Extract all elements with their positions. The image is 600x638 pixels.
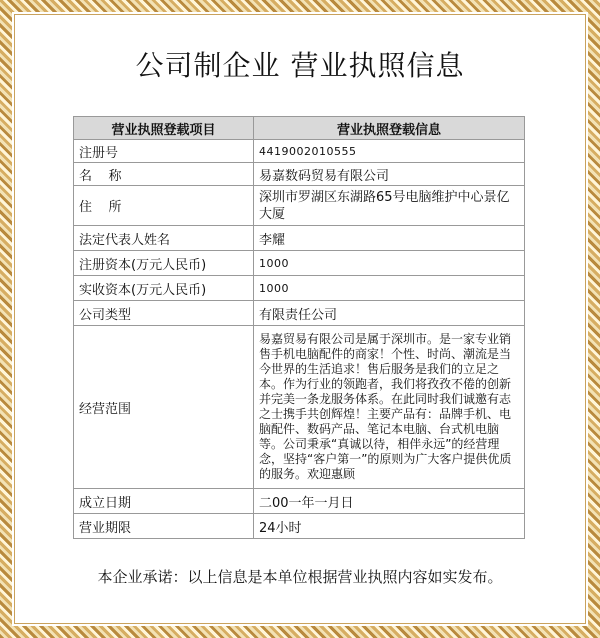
business-scope: 易嘉贸易有限公司是属于深圳市。是一家专业销售手机电脑配件的商家！个性、时尚、潮流是当今世界的生活追求！售后服务是我们的立足之本。作为行业的领跑者，我们将孜孜不倦的创新并完美一条龙服务体系。在此同时我们诚邀有志之士携手共创辉煌！主要产品有：品牌手机、电脑配件、数码产品、笔记本电脑、台式机电脑等。公司秉承“真诚以待，相伴永远”的经营理念，坚持“客户第一”的原则为广大客户提供优质的服务。欢迎惠顾	[254, 326, 525, 489]
row-label: 实收资本(万元人民币)	[74, 276, 254, 301]
company-type: 有限责任公司	[254, 301, 525, 326]
row-label: 名 称	[74, 163, 254, 186]
table-row	[74, 163, 525, 186]
license-info-table	[73, 116, 525, 539]
company-name: 易嘉数码贸易有限公司	[254, 163, 525, 186]
page-title: 公司制企业 营业执照信息	[135, 49, 465, 82]
table-row	[74, 226, 525, 251]
business-term: 24小时	[254, 514, 525, 539]
registered-capital: 1000	[254, 251, 525, 276]
row-label: 经营范围	[74, 326, 254, 489]
company-address: 深圳市罗湖区东湖路65号电脑维护中心景亿大厦	[254, 186, 525, 226]
table-row	[74, 489, 525, 514]
row-label: 注册资本(万元人民币)	[74, 251, 254, 276]
table-row	[74, 514, 525, 539]
paid-in-capital: 1000	[254, 276, 525, 301]
table-row	[74, 301, 525, 326]
row-label: 营业期限	[74, 514, 254, 539]
table-row	[74, 251, 525, 276]
row-label: 注册号	[74, 140, 254, 163]
table-row	[74, 276, 525, 301]
registration-number: 4419002010555	[254, 140, 525, 163]
row-label: 成立日期	[74, 489, 254, 514]
header-info: 营业执照登载信息	[254, 117, 525, 140]
legal-representative: 李耀	[254, 226, 525, 251]
table-header-row	[74, 117, 525, 140]
table-row	[74, 326, 525, 489]
row-label: 法定代表人姓名	[74, 226, 254, 251]
header-item: 营业执照登载项目	[74, 117, 254, 140]
table-row	[74, 186, 525, 226]
founding-date: 二00一年一月日	[254, 489, 525, 514]
row-label: 公司类型	[74, 301, 254, 326]
row-label: 住 所	[74, 186, 254, 226]
pledge-statement: 本企业承诺：以上信息是本单位根据营业执照内容如实发布。	[97, 568, 503, 586]
table-row	[74, 140, 525, 163]
